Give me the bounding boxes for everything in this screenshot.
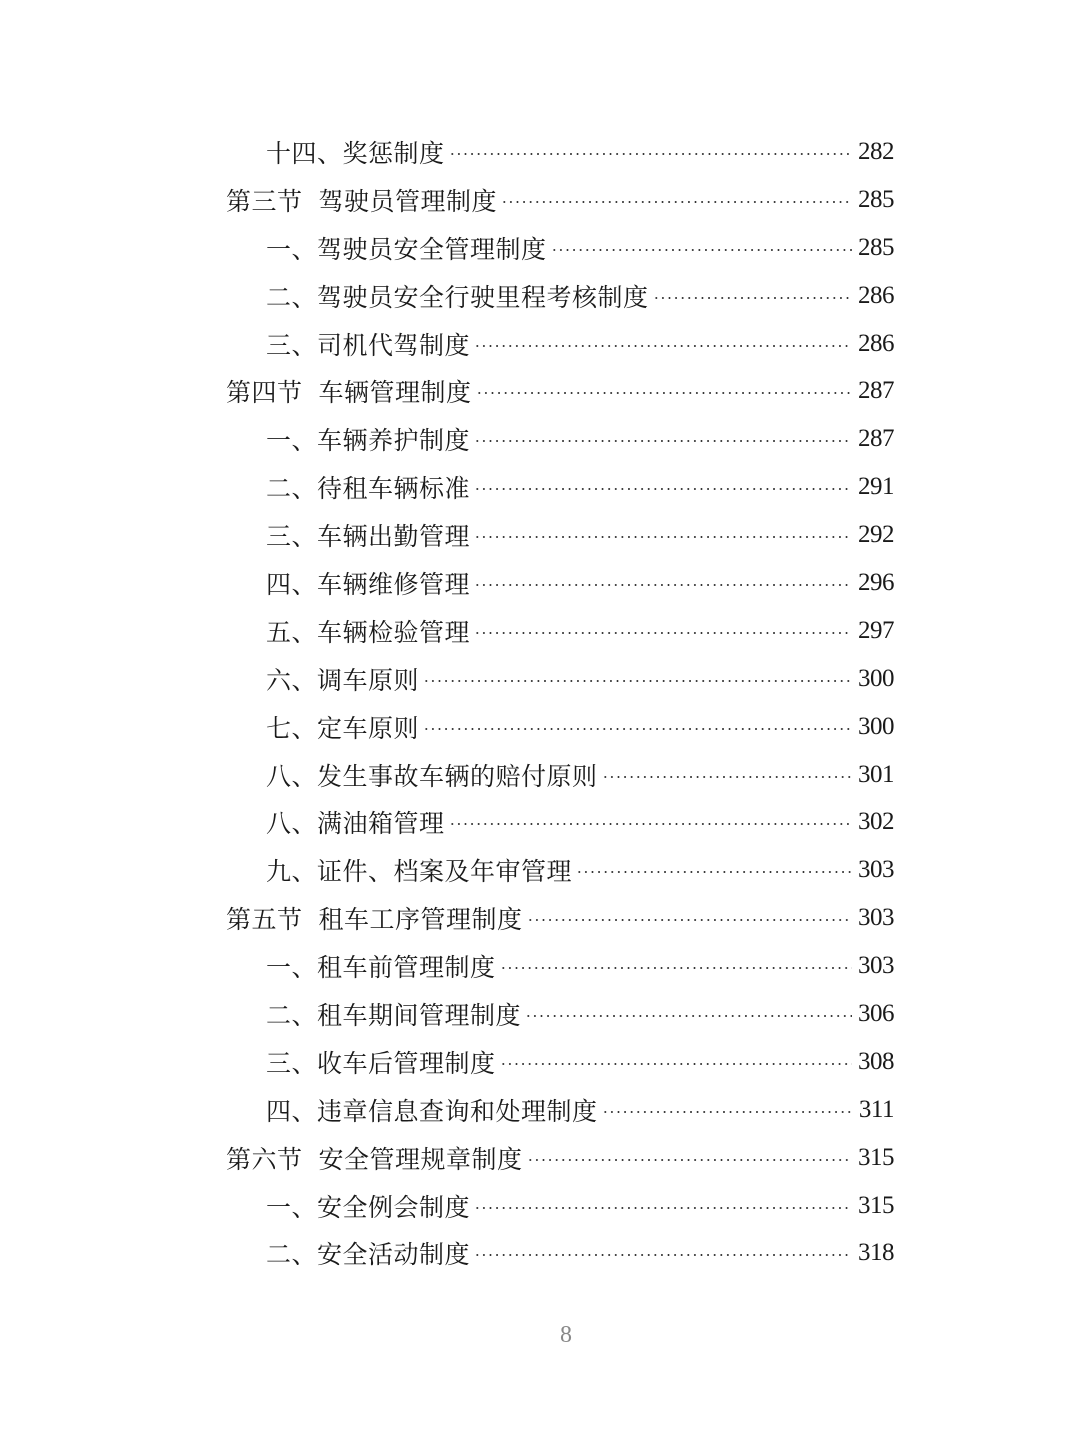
dot-leader — [423, 680, 852, 682]
dot-leader — [602, 1111, 853, 1113]
toc-entry-page: 303 — [858, 952, 894, 980]
toc-entry[interactable] — [0, 1086, 1080, 1134]
dot-leader — [423, 728, 852, 730]
toc-entry[interactable] — [0, 846, 1080, 894]
toc-section-heading[interactable] — [0, 176, 1080, 224]
toc-entry-page: 303 — [858, 856, 894, 884]
toc-entry[interactable] — [0, 320, 1080, 368]
toc-entry-title: 九、证件、档案及年审管理 — [266, 857, 573, 887]
dot-leader — [653, 297, 852, 299]
toc-entry-page: 300 — [858, 712, 894, 740]
toc-entry-page: 308 — [858, 1047, 894, 1075]
toc-entry[interactable] — [0, 607, 1080, 655]
toc-entry[interactable] — [0, 942, 1080, 990]
toc-entry-page: 282 — [858, 137, 894, 165]
toc-entry[interactable] — [0, 511, 1080, 559]
toc-entry-page: 303 — [858, 904, 894, 932]
toc-entry-title: 一、驾驶员安全管理制度 — [266, 234, 547, 264]
dot-leader — [474, 488, 852, 490]
dot-leader — [474, 584, 852, 586]
toc-entry-title: 二、待租车辆标准 — [266, 474, 471, 504]
toc-entry-title: 一、车辆养护制度 — [266, 426, 471, 456]
toc-entry-page: 318 — [858, 1239, 894, 1267]
dot-leader — [500, 967, 852, 969]
toc-entry-title: 三、车辆出勤管理 — [266, 522, 471, 552]
toc-entry-title: 八、发生事故车辆的赔付原则 — [266, 761, 598, 791]
toc-entry-page: 292 — [858, 521, 894, 549]
toc-section-title — [226, 1140, 523, 1176]
toc-entry-page: 315 — [858, 1143, 894, 1171]
toc-entry-title: 二、驾驶员安全行驶里程考核制度 — [266, 282, 649, 312]
dot-leader — [501, 201, 852, 203]
toc-entry[interactable] — [0, 559, 1080, 607]
toc-entry[interactable] — [0, 703, 1080, 751]
dot-leader — [474, 1207, 852, 1209]
toc-entry[interactable] — [0, 463, 1080, 511]
toc-section-name: 安全管理规章制度 — [318, 1144, 523, 1174]
toc-section-number: 第四节 — [226, 378, 303, 408]
toc-section-name: 驾驶员管理制度 — [318, 186, 498, 216]
toc-entry[interactable] — [0, 1229, 1080, 1277]
toc-entry-title: 二、安全活动制度 — [266, 1240, 471, 1270]
toc-entry-title: 十四、奖惩制度 — [266, 138, 445, 168]
toc-entry-title: 三、司机代驾制度 — [266, 330, 471, 360]
dot-leader — [500, 1063, 852, 1065]
toc-entry-page: 306 — [858, 999, 894, 1027]
toc-entry-page: 286 — [858, 329, 894, 357]
toc-section-name: 车辆管理制度 — [318, 378, 472, 408]
dot-leader — [474, 440, 852, 442]
dot-leader — [602, 776, 852, 778]
toc-entry-title: 四、违章信息查询和处理制度 — [266, 1096, 598, 1126]
dot-leader — [551, 249, 852, 251]
toc-entry-title: 四、车辆维修管理 — [266, 569, 471, 599]
toc-section-title — [226, 182, 497, 218]
toc-entry-title: 一、安全例会制度 — [266, 1192, 471, 1222]
toc-entry-page: 315 — [858, 1191, 894, 1219]
toc-entry-page: 301 — [858, 760, 894, 788]
toc-entry-page: 291 — [858, 473, 894, 501]
toc-entry[interactable] — [0, 1038, 1080, 1086]
toc-entry-page: 287 — [858, 425, 894, 453]
dot-leader — [449, 153, 852, 155]
toc-entry-title: 一、租车前管理制度 — [266, 953, 496, 983]
toc-entry-page: 297 — [858, 616, 894, 644]
toc-entry-page: 287 — [858, 377, 894, 405]
toc-entry[interactable] — [0, 990, 1080, 1038]
toc-entry-page: 286 — [858, 281, 894, 309]
toc-entry[interactable] — [0, 655, 1080, 703]
toc-entry-title: 三、收车后管理制度 — [266, 1048, 496, 1078]
toc-entry-title: 七、定车原则 — [266, 713, 420, 743]
toc-entry[interactable] — [0, 751, 1080, 799]
toc-entry[interactable] — [0, 1182, 1080, 1230]
toc-section-title — [226, 900, 523, 936]
table-of-contents — [0, 128, 1080, 1277]
toc-entry-page: 285 — [858, 233, 894, 261]
toc-entry-page: 285 — [858, 185, 894, 213]
dot-leader — [474, 632, 852, 634]
dot-leader — [527, 1159, 852, 1161]
toc-section-title — [226, 373, 472, 409]
toc-entry[interactable] — [0, 798, 1080, 846]
dot-leader — [527, 919, 852, 921]
dot-leader — [525, 1015, 852, 1017]
toc-entry-page: 302 — [858, 808, 894, 836]
dot-leader — [476, 392, 852, 394]
toc-section-number: 第六节 — [226, 1144, 303, 1174]
toc-entry-page: 296 — [858, 568, 894, 596]
dot-leader — [449, 823, 852, 825]
dot-leader — [474, 536, 852, 538]
toc-section-heading[interactable] — [0, 1134, 1080, 1182]
toc-entry[interactable] — [0, 128, 1080, 176]
toc-entry-title: 八、满油箱管理 — [266, 809, 445, 839]
dot-leader — [474, 345, 852, 347]
toc-entry[interactable] — [0, 272, 1080, 320]
toc-entry-page: 311 — [858, 1095, 894, 1123]
toc-section-heading[interactable] — [0, 367, 1080, 415]
toc-section-number: 第五节 — [226, 905, 303, 935]
toc-entry-title: 二、租车期间管理制度 — [266, 1000, 522, 1030]
toc-entry-page: 300 — [858, 664, 894, 692]
toc-entry-title: 六、调车原则 — [266, 665, 420, 695]
dot-leader — [474, 1254, 852, 1256]
toc-section-name: 租车工序管理制度 — [318, 905, 523, 935]
toc-entry[interactable] — [0, 415, 1080, 463]
page-number: 8 — [560, 1322, 572, 1348]
toc-entry-title: 五、车辆检验管理 — [266, 617, 471, 647]
dot-leader — [576, 871, 852, 873]
toc-section-number: 第三节 — [226, 186, 303, 216]
toc-section-heading[interactable] — [0, 894, 1080, 942]
toc-entry[interactable] — [0, 224, 1080, 272]
